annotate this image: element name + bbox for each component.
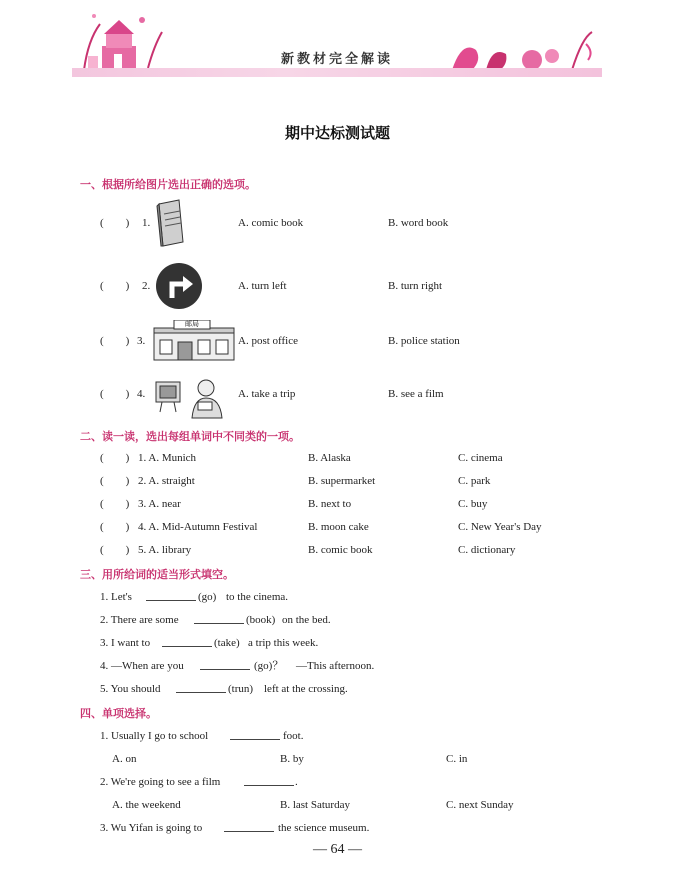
s4-question-1: 1. Usually I go to school foot. bbox=[100, 730, 304, 742]
book-icon bbox=[155, 198, 187, 248]
s1-question-4: ( ) 4. A. take a trip B. see a film bbox=[100, 388, 444, 400]
s1-question-3: ( ) 3. A. post office B. police station bbox=[100, 335, 460, 347]
answer-blank[interactable]: ( ) bbox=[100, 217, 130, 229]
s3-question-1: 1. Let's (go) to the cinema. bbox=[100, 591, 289, 603]
section4-heading: 四、单项选择。 bbox=[80, 707, 157, 720]
answer-blank[interactable]: ( ) bbox=[100, 521, 130, 533]
s3-question-3: 3. I want to (take) a trip this week. bbox=[100, 637, 319, 649]
option-b[interactable]: B. last Saturday bbox=[280, 799, 350, 811]
option-b: B. police station bbox=[388, 335, 460, 347]
s4-question-2: 2. We're going to see a film . bbox=[100, 776, 298, 788]
option-a[interactable]: A. the weekend bbox=[112, 799, 181, 811]
s2-question-4: ( ) 4. A. Mid-Autumn Festival B. moon cake C. New Year's Day bbox=[100, 521, 542, 533]
option-a: A. take a trip bbox=[238, 388, 296, 400]
option-a: A. post office bbox=[238, 335, 298, 347]
section1-heading: 一、根据所给图片选出正确的选项。 bbox=[80, 178, 256, 191]
answer-blank[interactable]: ( ) bbox=[100, 475, 130, 487]
fill-blank[interactable] bbox=[162, 635, 212, 647]
s2-question-1: ( ) 1. A. Munich B. Alaska C. cinema bbox=[100, 452, 503, 464]
fill-blank[interactable] bbox=[224, 820, 274, 832]
option-a: A. comic book bbox=[238, 217, 304, 229]
header-band bbox=[72, 68, 602, 77]
s1-question-1: ( ) 1. A. comic book B. word book bbox=[100, 217, 449, 229]
answer-blank[interactable]: ( ) bbox=[100, 335, 130, 347]
answer-blank[interactable]: ( ) bbox=[100, 544, 130, 556]
turn-right-sign-icon bbox=[155, 262, 203, 310]
option-b: B. see a film bbox=[388, 388, 444, 400]
fill-blank[interactable] bbox=[200, 658, 250, 670]
option-b[interactable]: B. by bbox=[280, 753, 304, 765]
page-number: — 64 — bbox=[313, 842, 362, 857]
answer-blank[interactable]: ( ) bbox=[100, 498, 130, 510]
s2-question-2: ( ) 2. A. straight B. supermarket C. park bbox=[100, 475, 491, 487]
header-title: 新教材完全解读 bbox=[280, 52, 393, 67]
s2-question-3: ( ) 3. A. near B. next to C. buy bbox=[100, 498, 488, 510]
option-b: B. word book bbox=[388, 217, 449, 229]
answer-blank[interactable]: ( ) bbox=[100, 388, 130, 400]
post-office-sign: 邮局 bbox=[185, 320, 199, 328]
option-c[interactable]: C. next Sunday bbox=[446, 799, 514, 811]
s4-question-1-options bbox=[0, 751, 675, 767]
fill-blank[interactable] bbox=[230, 728, 280, 740]
page-header bbox=[72, 10, 602, 78]
s3-question-5: 5. You should (trun) left at the crossing. bbox=[100, 683, 348, 695]
s3-question-2: 2. There are some (book) on the bed. bbox=[100, 614, 331, 626]
cinema-viewer-icon bbox=[154, 376, 230, 420]
fill-blank[interactable] bbox=[146, 589, 196, 601]
fill-blank[interactable] bbox=[176, 681, 226, 693]
s4-question-3: 3. Wu Yifan is going to the science museum. bbox=[100, 822, 370, 834]
answer-blank[interactable]: ( ) bbox=[100, 452, 130, 464]
section3-heading: 三、用所给词的适当形式填空。 bbox=[80, 568, 234, 581]
option-c[interactable]: C. in bbox=[446, 753, 468, 765]
answer-blank[interactable]: ( ) bbox=[100, 280, 130, 292]
post-office-building-icon bbox=[152, 320, 236, 362]
option-b: B. turn right bbox=[388, 280, 443, 292]
option-a: A. turn left bbox=[238, 280, 287, 292]
fill-blank[interactable] bbox=[244, 774, 294, 786]
page-title: 期中达标测试题 bbox=[284, 124, 390, 142]
s3-question-4: 4. —When are you (go)？ —This afternoon. bbox=[100, 660, 375, 672]
s1-question-2: ( ) 2. A. turn left B. turn right bbox=[100, 280, 443, 292]
s4-question-2-options bbox=[0, 797, 675, 813]
section2-heading: 二、读一读，选出每组单词中不同类的一项。 bbox=[80, 430, 300, 443]
s2-question-5: ( ) 5. A. library B. comic book C. dictionary bbox=[100, 544, 516, 556]
fill-blank[interactable] bbox=[194, 612, 244, 624]
option-a[interactable]: A. on bbox=[112, 753, 137, 765]
